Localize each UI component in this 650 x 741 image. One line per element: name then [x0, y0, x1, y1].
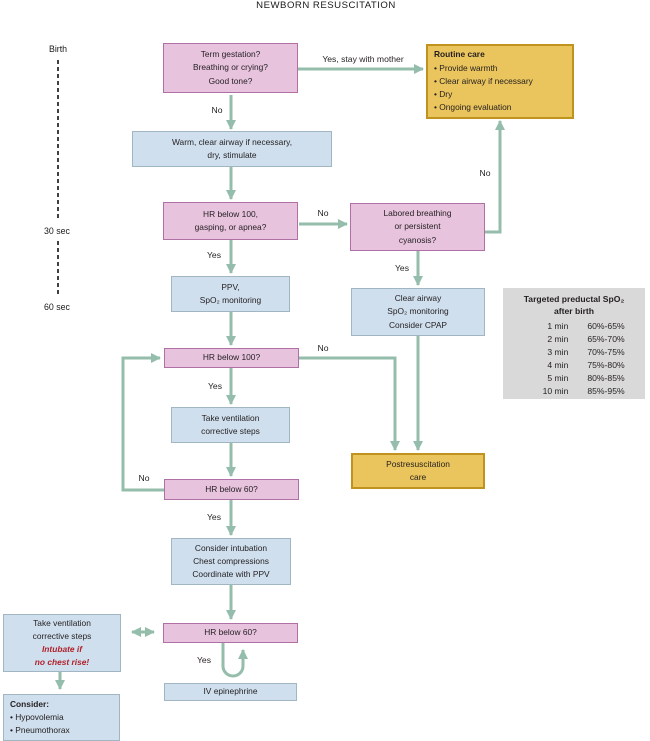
table-row: [523, 385, 624, 398]
table-row: [523, 333, 624, 346]
box-text-line: Consider intubation: [194, 542, 268, 553]
table-title-line: Targeted preductal SpO₂: [523, 294, 625, 304]
box-text-line: Warm, clear airway if necessary,: [171, 136, 293, 147]
box-text-line: Good tone?: [208, 75, 253, 86]
table-row: [523, 359, 624, 372]
box-warning-line: no chest rise!: [34, 657, 90, 668]
box-text-line: Take ventilation: [201, 412, 260, 423]
label-yes: Yes: [196, 655, 212, 665]
box-bullet: • Provide warmth: [434, 62, 498, 73]
box-text-line: Postresuscitation: [386, 458, 450, 469]
box-text-line: dry, stimulate: [207, 150, 257, 160]
table-cell-range: 65%-70%: [587, 334, 625, 345]
table-rows: [523, 320, 624, 397]
table-row: [523, 320, 624, 333]
flow-box-hr-below-100: [164, 348, 299, 368]
box-text-line: HR below 60?: [205, 483, 258, 494]
label-no: No: [211, 105, 223, 115]
box-text-line: Term gestation?: [200, 49, 261, 60]
box-text-line: PPV,: [221, 281, 240, 292]
box-text-line: corrective steps: [32, 630, 92, 641]
flow-box-consider-intubation: [171, 538, 291, 585]
table-cell-range: 85%-95%: [587, 385, 625, 396]
box-text-line: HR below 100,: [203, 208, 258, 219]
flow-box-postresuscitation-care: [351, 453, 485, 489]
box-text-line: Labored breathing: [383, 208, 452, 219]
box-title: Consider:: [10, 699, 50, 709]
table-title-line: after birth: [553, 305, 595, 316]
label-yes: Yes: [207, 381, 223, 391]
arrow-hr60-epinephrine-loop: [223, 643, 243, 676]
box-text-line: HR below 60?: [204, 627, 257, 638]
table-cell-range: 75%-80%: [587, 359, 625, 370]
table-cell-time: 4 min: [547, 359, 569, 370]
flow-box-routine-care: [426, 44, 574, 119]
flow-box-labored-breathing: [350, 203, 485, 251]
box-text-line: Coordinate with PPV: [192, 569, 270, 580]
arrow-hr100-check-to-postres: [299, 358, 395, 450]
table-cell-time: 10 min: [542, 385, 569, 396]
label-yes: Yes: [206, 250, 222, 260]
box-text-line: care: [409, 472, 427, 482]
box-text-line: HR below 100?: [202, 352, 261, 363]
flow-box-consider-causes: [3, 694, 120, 741]
label-yes: Yes: [206, 512, 222, 522]
arrow-hr60-feedback-to-hr100-check: [123, 358, 164, 490]
table-cell-time: 1 min: [547, 321, 569, 332]
box-text-line: or persistent: [394, 221, 441, 232]
box-text-line: cyanosis?: [398, 234, 437, 245]
box-bullet: • Pneumothorax: [10, 725, 70, 736]
box-bullet: • Hypovolemia: [10, 712, 64, 723]
flow-box-ppv-spo2: [171, 276, 290, 312]
flow-box-warm-dry-stimulate: [132, 131, 332, 167]
timeline-birth-label: Birth: [48, 44, 68, 54]
table-cell-range: 80%-85%: [587, 372, 625, 383]
table-cell-time: 2 min: [547, 334, 569, 345]
label-no: No: [317, 343, 329, 353]
table-cell-time: 5 min: [547, 372, 569, 383]
label-no: No: [317, 208, 329, 218]
table-row: [523, 346, 624, 359]
timeline-60sec-label: 60 sec: [44, 302, 70, 312]
table-row: [523, 372, 624, 385]
flow-box-take-ventilation-steps: [171, 407, 290, 443]
label-yes: Yes: [394, 263, 410, 273]
flow-box-clear-airway-cpap: [351, 288, 485, 336]
flow-box-hr-below-100-gasping: [163, 202, 298, 240]
label-no: No: [138, 473, 150, 483]
box-bullet: • Ongoing evaluation: [434, 102, 512, 113]
table-cell-range: 70%-75%: [587, 347, 625, 357]
label-yes-stay-with-mother: Yes, stay with mother: [322, 54, 404, 64]
timeline-30sec-label: 30 sec: [44, 226, 70, 236]
box-bullet: • Clear airway if necessary: [434, 75, 533, 86]
box-text-line: gasping, or apnea?: [194, 222, 267, 232]
box-text-line: IV epinephrine: [203, 686, 258, 697]
box-text-line: Consider CPAP: [388, 319, 448, 330]
flow-box-iv-epinephrine: [164, 683, 297, 701]
box-text-line: Take ventilation: [33, 617, 91, 628]
table-cell-range: 60%-65%: [587, 321, 625, 332]
page-title: NEWBORN RESUSCITATION: [256, 0, 396, 11]
box-title: Routine care: [434, 49, 485, 60]
box-text-line: Clear airway: [394, 293, 442, 304]
box-bullet: • Dry: [434, 89, 453, 100]
box-text-line: corrective steps: [201, 426, 260, 436]
flow-box-hr-below-60-second: [163, 623, 298, 643]
box-text-line: Breathing or crying?: [193, 62, 268, 73]
box-text-line: SpO₂ monitoring: [199, 295, 262, 305]
label-no: No: [479, 168, 491, 178]
flow-box-take-ventilation-steps-intubate: [3, 614, 121, 672]
box-text-line: SpO₂ monitoring: [387, 306, 449, 317]
box-text-line: Chest compressions: [193, 555, 269, 566]
table-cell-time: 3 min: [547, 347, 569, 357]
flow-box-term-gestation: [163, 43, 298, 93]
flow-box-hr-below-60-first: [164, 479, 299, 500]
spo2-target-table: [503, 288, 645, 399]
box-warning-line: Intubate if: [41, 644, 82, 654]
